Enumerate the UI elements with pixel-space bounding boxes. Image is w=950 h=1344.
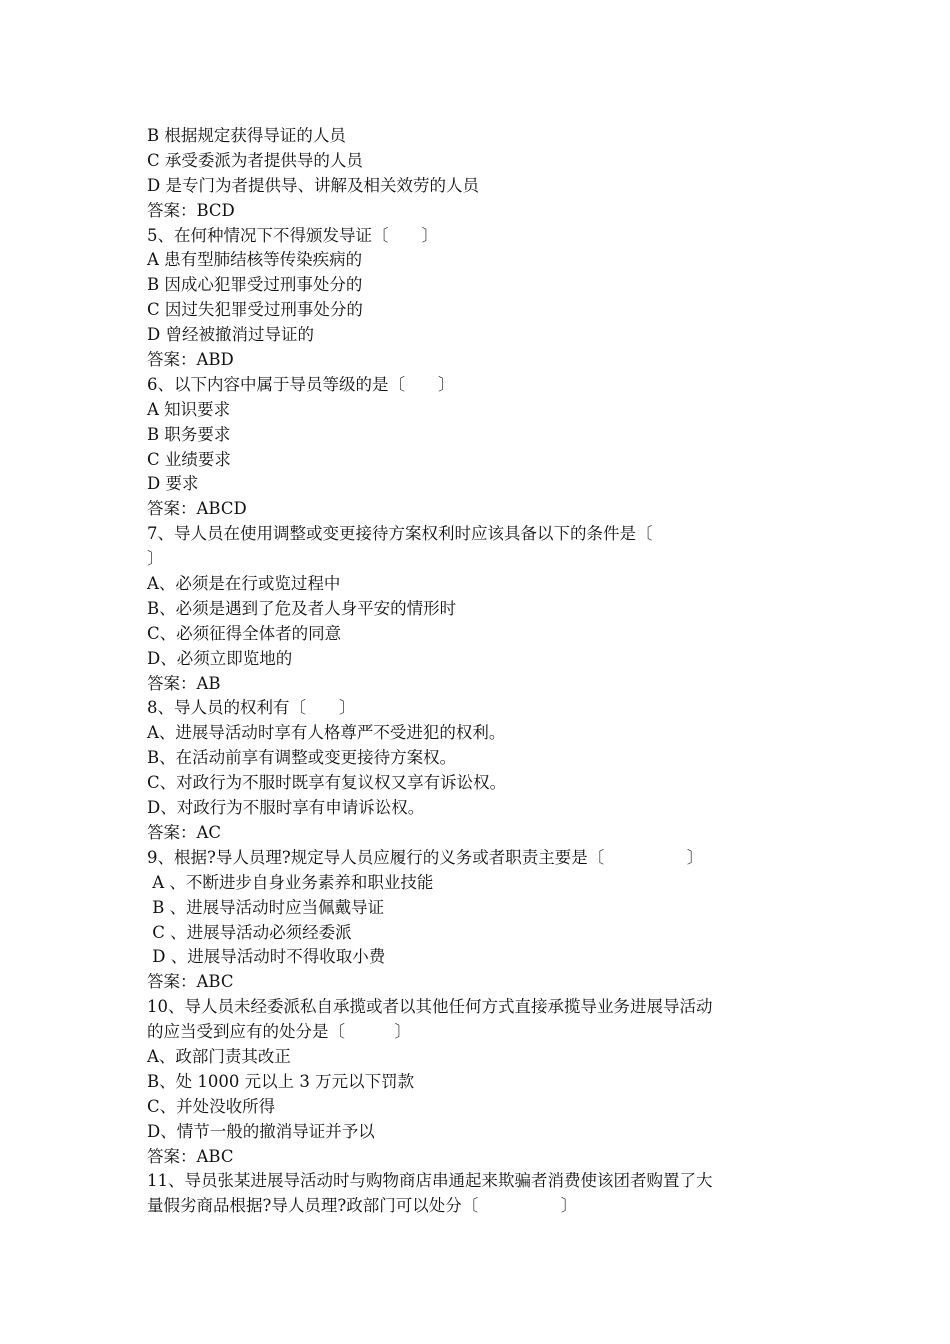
text-line: D、必须立即览地的 [147,648,293,668]
answer-line: 答案：ABCD [147,499,247,519]
document-body [147,124,807,1219]
text-line: D 要求 [147,474,199,494]
text-line: B 职务要求 [147,424,231,444]
answer-line: 答案：ABC [147,972,234,992]
question-line: 8、导人员的权利有〔 〕 [147,698,356,718]
answer-line: 答案：ABC [147,1146,234,1166]
text-line: A 患有型肺结核等传染疾病的 [147,250,363,270]
text-line: 〕 [147,549,164,569]
text-line: A、政部门责其改正 [147,1046,291,1066]
text-line: D、对政行为不服时享有申请诉讼权。 [147,798,425,818]
question-line: 11、导员张某进展导活动时与购物商店串通起来欺骗者消费使该团者购置了大 [147,1171,713,1191]
question-line: 5、在何种情况下不得颁发导证〔 〕 [147,225,438,245]
answer-line: 答案：AB [147,673,221,693]
text-line: D 曾经被撤消过导证的 [147,325,314,345]
text-line: B 因成心犯罪受过刑事处分的 [147,275,363,295]
question-line: 9、根据?导人员理?规定导人员应履行的义务或者职责主要是〔 〕 [147,847,704,867]
text-line: C、必须征得全体者的同意 [147,623,342,643]
text-line: B、处 1000 元以上 3 万元以下罚款 [147,1071,415,1091]
text-line: 量假劣商品根据?导人员理?政部门可以处分〔 〕 [147,1196,578,1216]
text-line: A、必须是在行或览过程中 [147,574,341,594]
answer-line: 答案：BCD [147,200,235,220]
text-line: C 业绩要求 [147,449,231,469]
text-line: B、必须是遇到了危及者人身平安的情形时 [147,598,457,618]
text-line: D 、进展导活动时不得收取小费 [147,947,386,967]
text-line: C 承受委派为者提供导的人员 [147,150,363,170]
question-line: 7、导人员在使用调整或变更接待方案权利时应该具备以下的条件是〔 [147,524,653,544]
text-line: B 、进展导活动时应当佩戴导证 [147,897,385,917]
text-line: D、情节一般的撤消导证并予以 [147,1121,375,1141]
text-line: B、在活动前享有调整或变更接待方案权。 [147,748,457,768]
text-line: C、对政行为不服时既享有复议权又享有诉讼权。 [147,773,507,793]
question-line: 6、以下内容中属于导员等级的是〔 〕 [147,374,455,394]
text-line: C、并处没收所得 [147,1096,276,1116]
text-line: B 根据规定获得导证的人员 [147,126,346,145]
text-line: A 知识要求 [147,399,231,419]
text-line: 的应当受到应有的处分是〔 〕 [147,1022,411,1042]
text-line: A、进展导活动时享有人格尊严不受进犯的权利。 [147,723,506,743]
text-line: D 是专门为者提供导、讲解及相关效劳的人员 [147,175,479,195]
question-line: 10、导人员未经委派私自承揽或者以其他任何方式直接承揽导业务进展导活动 [147,997,713,1017]
answer-line: 答案：ABD [147,350,234,370]
text-line: C 因过失犯罪受过刑事处分的 [147,300,363,320]
text-line: C 、进展导活动必须经委派 [147,922,352,942]
answer-line: 答案：AC [147,822,222,842]
text-line: A 、不断进步自身业务素养和职业技能 [147,872,434,892]
